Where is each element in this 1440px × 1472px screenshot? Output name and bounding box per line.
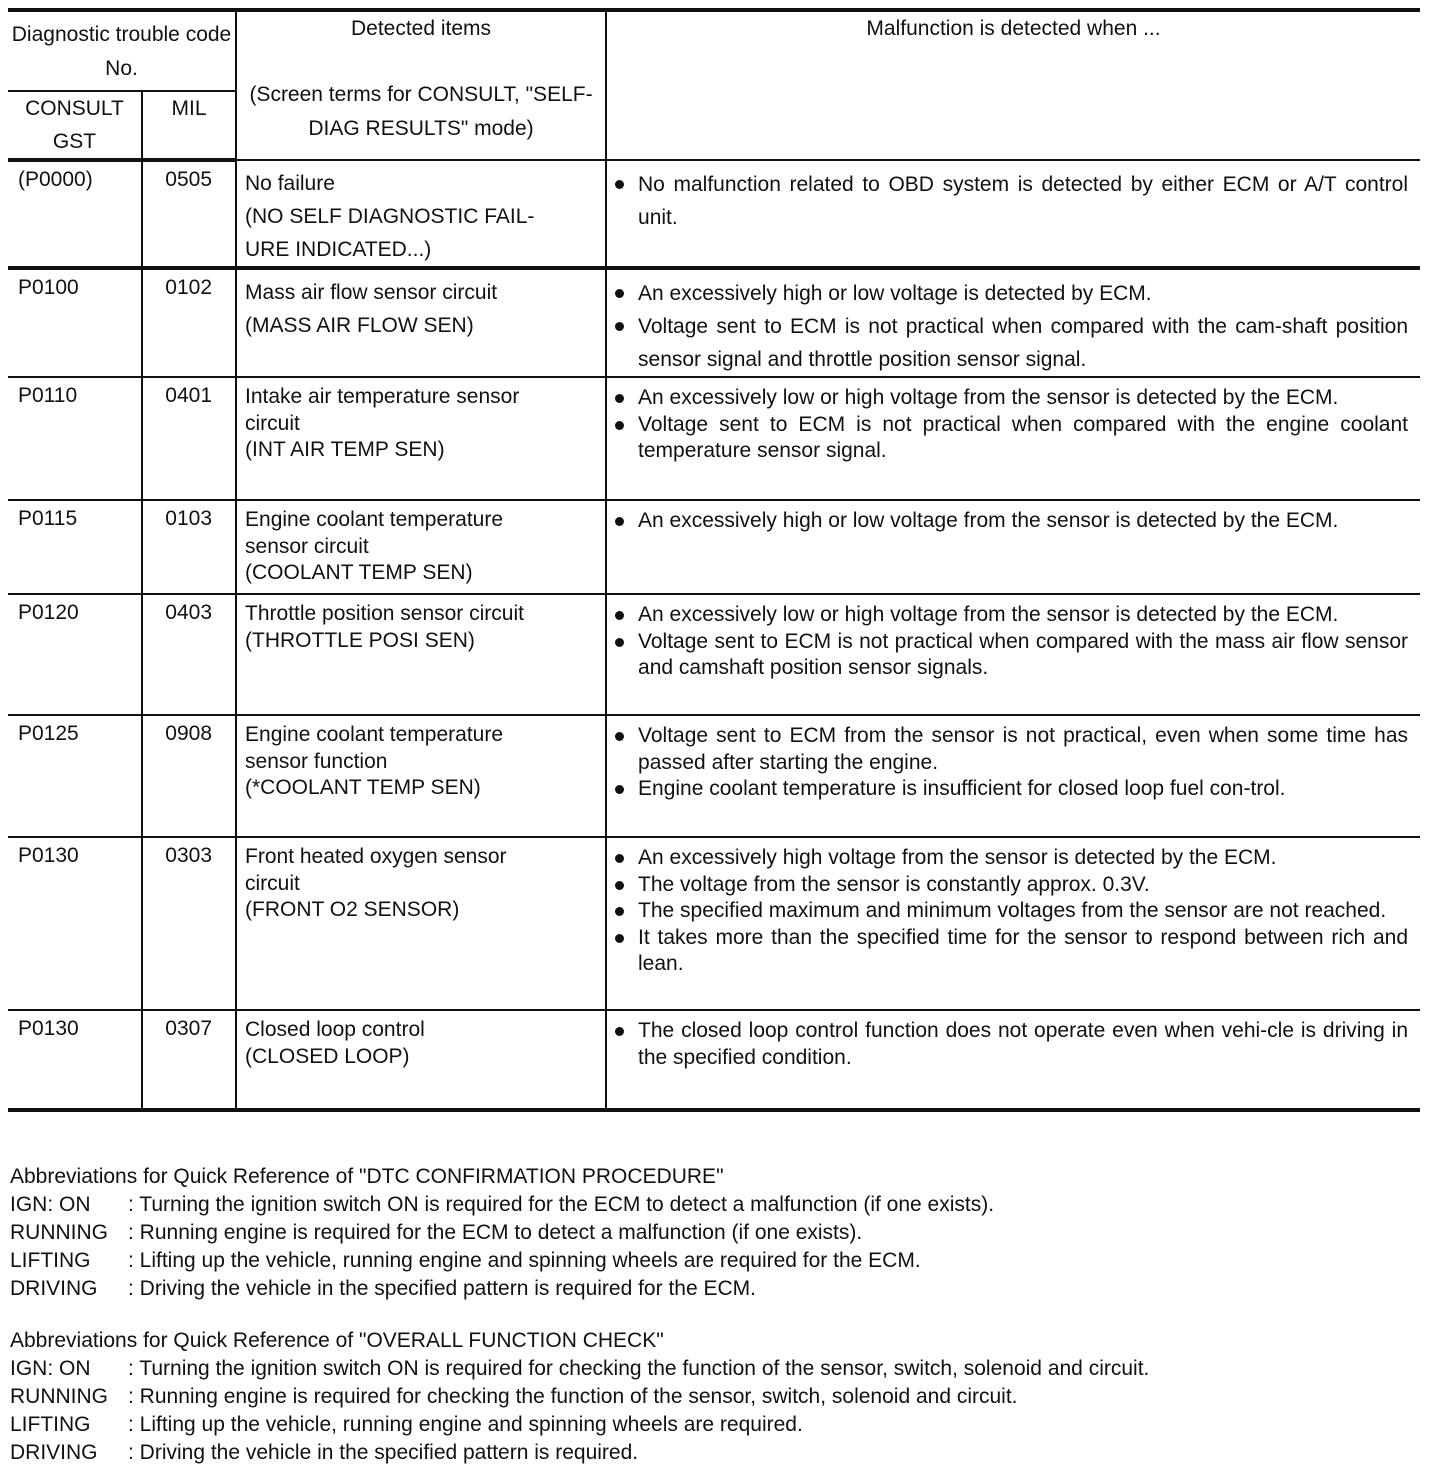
malfunction-condition xyxy=(606,268,1420,377)
detected-item-line: (NO SELF DIAGNOSTIC FAIL- xyxy=(245,205,535,228)
dtc-table xyxy=(8,8,1420,1112)
detected-item-line: circuit xyxy=(245,871,300,895)
mil-code: 0102 xyxy=(142,268,236,377)
detected-item-line: sensor circuit xyxy=(245,534,369,558)
malfunction-bullet: No malfunction related to OBD system is detected by either ECM or A/T control unit. xyxy=(613,168,1408,234)
abbreviation-key: LIFTING xyxy=(10,1249,91,1272)
detected-item xyxy=(236,594,606,715)
malfunction-bullet: The closed loop control function does not operate even when vehi-cle is driving in the specified condition. xyxy=(613,1018,1408,1071)
abbreviation-key: IGN: ON xyxy=(10,1357,91,1380)
abbreviation-line xyxy=(10,1411,1430,1439)
detected-item-line: (CLOSED LOOP) xyxy=(245,1044,410,1068)
abbreviation-line xyxy=(10,1191,1430,1219)
detected-item xyxy=(236,837,606,1010)
abbreviation-description: : Driving the vehicle in the specified pattern is required. xyxy=(128,1441,639,1464)
mil-code: 0403 xyxy=(142,594,236,715)
detected-item xyxy=(236,377,606,500)
detected-item xyxy=(236,1010,606,1110)
malfunction-condition xyxy=(606,837,1420,1010)
mil-code: 0908 xyxy=(142,715,236,837)
malfunction-condition xyxy=(606,715,1420,837)
abbreviation-line xyxy=(10,1219,1430,1247)
notes-dtc-confirmation xyxy=(10,1163,1430,1303)
detected-item-line: Engine coolant temperature xyxy=(245,508,504,531)
detected-item-line: URE INDICATED...) xyxy=(245,238,432,261)
consult-gst-code: P0130 xyxy=(8,1010,142,1110)
abbreviation-key: RUNNING xyxy=(10,1221,108,1244)
malfunction-bullet: Engine coolant temperature is insufficient for closed loop fuel con-trol. xyxy=(613,776,1408,803)
abbreviation-description: : Lifting up the vehicle, running engine and spinning wheels are required. xyxy=(128,1413,803,1436)
detected-item xyxy=(236,268,606,377)
table-row xyxy=(8,837,1420,1010)
table-row xyxy=(8,715,1420,837)
consult-gst-code: P0130 xyxy=(8,837,142,1010)
malfunction-condition xyxy=(606,500,1420,594)
header-detected-items xyxy=(236,10,606,160)
mil-code: 0401 xyxy=(142,377,236,500)
header-malfunction: Malfunction is detected when ... xyxy=(606,10,1420,160)
consult-gst-code: (P0000) xyxy=(8,160,142,268)
detected-item xyxy=(236,160,606,268)
detected-item-line: No failure xyxy=(245,172,335,195)
malfunction-bullet: Voltage sent to ECM is not practical when compared with the engine coolant temperature sensor signal. xyxy=(613,412,1408,465)
abbreviation-key: DRIVING xyxy=(10,1277,98,1300)
malfunction-bullet: An excessively low or high voltage from the sensor is detected by the ECM. xyxy=(613,385,1408,412)
table-row xyxy=(8,377,1420,500)
abbreviation-line xyxy=(10,1275,1430,1303)
table-row xyxy=(8,500,1420,594)
detected-item-line: Intake air temperature sensor xyxy=(245,385,520,408)
detected-item-line: (MASS AIR FLOW SEN) xyxy=(245,314,474,337)
header-diagnostic-code: Diagnostic trouble code No. xyxy=(8,10,236,91)
malfunction-bullet: Voltage sent to ECM from the sensor is not practical, even when some time has passed after starting the engine. xyxy=(613,723,1408,776)
notes-title: Abbreviations for Quick Reference of "OVERALL FUNCTION CHECK" xyxy=(10,1329,664,1352)
detected-item-line: (THROTTLE POSI SEN) xyxy=(245,628,475,652)
abbreviation-description: : Lifting up the vehicle, running engine and spinning wheels are required for the ECM. xyxy=(128,1249,921,1272)
detected-item-line: circuit xyxy=(245,411,300,435)
abbreviation-line xyxy=(10,1355,1430,1383)
detected-item-line: Closed loop control xyxy=(245,1018,425,1041)
malfunction-bullet: An excessively high or low voltage from the sensor is detected by the ECM. xyxy=(613,508,1408,535)
detected-item-line: (COOLANT TEMP SEN) xyxy=(245,561,473,584)
abbreviation-description: : Turning the ignition switch ON is required for the ECM to detect a malfunction (if one exists). xyxy=(128,1193,995,1216)
malfunction-condition xyxy=(606,160,1420,268)
abbreviation-key: RUNNING xyxy=(10,1385,108,1408)
malfunction-bullet: Voltage sent to ECM is not practical when compared with the mass air flow sensor and camshaft position sensor signals. xyxy=(613,629,1408,682)
consult-gst-code: P0125 xyxy=(8,715,142,837)
consult-gst-code: P0100 xyxy=(8,268,142,377)
mil-code: 0303 xyxy=(142,837,236,1010)
detected-item xyxy=(236,500,606,594)
abbreviation-key: IGN: ON xyxy=(10,1193,91,1216)
detected-item-line: (*COOLANT TEMP SEN) xyxy=(245,776,481,799)
malfunction-condition xyxy=(606,377,1420,500)
detected-item-line: (FRONT O2 SENSOR) xyxy=(245,898,460,921)
abbreviation-key: DRIVING xyxy=(10,1441,98,1464)
mil-code: 0103 xyxy=(142,500,236,594)
malfunction-condition xyxy=(606,594,1420,715)
consult-gst-code: P0110 xyxy=(8,377,142,500)
consult-gst-code: P0120 xyxy=(8,594,142,715)
malfunction-bullet: The specified maximum and minimum voltages from the sensor are not reached. xyxy=(613,898,1408,925)
abbreviation-description: : Turning the ignition switch ON is required for checking the function of the sensor, switch, solenoid and circuit. xyxy=(128,1357,1150,1380)
abbreviation-line xyxy=(10,1247,1430,1275)
abbreviation-line xyxy=(10,1439,1430,1467)
header-screen-terms: (Screen terms for CONSULT, "SELF-DIAG RESULTS" mode) xyxy=(249,83,593,140)
abbreviation-line xyxy=(10,1383,1430,1411)
malfunction-bullet: Voltage sent to ECM is not practical when compared with the cam-shaft position sensor signal and throttle position sensor signal. xyxy=(613,310,1408,376)
malfunction-bullet: It takes more than the specified time for the sensor to respond between rich and lean. xyxy=(613,925,1408,978)
detected-item-line: Throttle position sensor circuit xyxy=(245,602,524,625)
header-consult-gst: CONSULT GST xyxy=(8,91,142,160)
notes-overall-function-check xyxy=(10,1327,1430,1467)
header-mil: MIL xyxy=(142,91,236,160)
malfunction-bullet: An excessively high or low voltage is detected by ECM. xyxy=(613,277,1408,310)
mil-code: 0505 xyxy=(142,160,236,268)
abbreviation-description: : Running engine is required for the ECM to detect a malfunction (if one exists). xyxy=(128,1221,863,1244)
detected-item-line: sensor function xyxy=(245,749,388,773)
detected-item xyxy=(236,715,606,837)
detected-item-line: Mass air flow sensor circuit xyxy=(245,281,498,304)
detected-item-line: Engine coolant temperature xyxy=(245,723,504,746)
malfunction-bullet: An excessively low or high voltage from the sensor is detected by the ECM. xyxy=(613,602,1408,629)
table-row xyxy=(8,1010,1420,1110)
abbreviation-description: : Driving the vehicle in the specified pattern is required for the ECM. xyxy=(128,1277,756,1300)
detected-item-line: Front heated oxygen sensor xyxy=(245,845,507,868)
malfunction-bullet: The voltage from the sensor is constantly approx. 0.3V. xyxy=(613,872,1408,899)
table-row xyxy=(8,594,1420,715)
header-detected-items-title: Detected items xyxy=(350,17,492,40)
abbreviation-key: LIFTING xyxy=(10,1413,91,1436)
consult-gst-code: P0115 xyxy=(8,500,142,594)
table-row xyxy=(8,268,1420,377)
mil-code: 0307 xyxy=(142,1010,236,1110)
detected-item-line: (INT AIR TEMP SEN) xyxy=(245,438,445,461)
malfunction-condition xyxy=(606,1010,1420,1110)
table-row xyxy=(8,160,1420,268)
malfunction-bullet: An excessively high voltage from the sensor is detected by the ECM. xyxy=(613,845,1408,872)
abbreviation-description: : Running engine is required for checking the function of the sensor, switch, solenoid and circuit. xyxy=(128,1385,1018,1408)
notes-title: Abbreviations for Quick Reference of "DTC CONFIRMATION PROCEDURE" xyxy=(10,1165,724,1188)
